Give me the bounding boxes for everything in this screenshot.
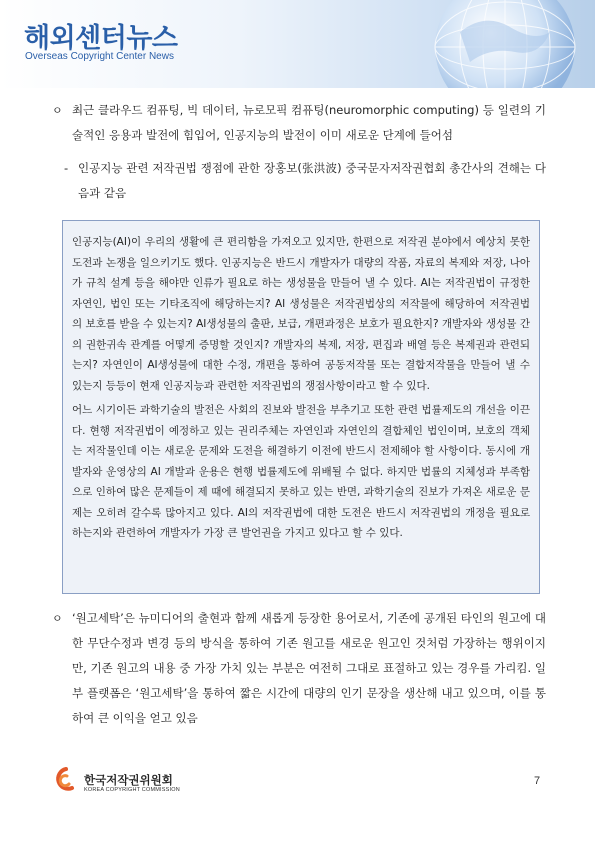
quote-paragraph: 인공지능(AI)이 우리의 생활에 큰 편리함을 가져오고 있지만, 한편으로 저작권 분야에서 예상치 못한 도전과 논쟁을 일으키기도 했다. 인공지능은 반드시 개발자가 대량의 작품, 자료의 복제와 저장, 나아가 규칙 설계 등을 해야만 인류가 필요로 하는 생성물을 만들어 낼 수 있다. AI는 저작권법이 규정한 자연인, 법인 또는 기타조직에 해당하는지? AI 생성물은 저작권법상의 저작물에 해당하여 저작권법의 보호를 받을 수 있는지? AI생성물의 출판, 보급, 개편과정은 보호가 필요한지? 개발자와 생성물 간의 권한귀속 관계를 어떻게 증명할 것인지? 개발자의 복제, 저장, 편집과 배열 등은 복제권과 관련되는지? 자연인이 AI생성물에 대한 수정, 개편을 통하여 공동저작물 또는 결합저작물을 만들어 낼 수 있는지 등등이 현재 인공지능과 관련한 저작권법의 쟁점사항이라고 할 수 있다.: [72, 236, 530, 392]
dash-marker: -: [64, 161, 69, 175]
sub-item: [64, 156, 546, 206]
bullet-text: 최근 클라우드 컴퓨팅, 빅 데이터, 뉴로모픽 컴퓨팅(neuromorphic computing) 등 일련의 기술적인 응용과 발전에 힘입어, 인공지능의 발전이 이미 새로운 단계에 들어섬: [72, 103, 546, 142]
header-title: 해외센터뉴스: [24, 23, 178, 54]
header-subtitle: Overseas Copyright Center News: [25, 51, 174, 62]
quote-box: [62, 220, 540, 594]
commission-logo-icon: [52, 766, 76, 796]
sub-item-text: 인공지능 관련 저작권법 쟁점에 관한 장홍보(张洪波) 중국문자저작권협회 총간사의 견해는 다음과 같음: [78, 161, 546, 200]
bullet-marker: ㅇ: [52, 612, 63, 625]
organization-name: 한국저작권위원회: [84, 773, 173, 787]
quote-paragraph: 어느 시기이든 과학기술의 발전은 사회의 진보와 발전을 부추기고 또한 관련 법률제도의 개선을 이끈다. 현행 저작권법이 예정하고 있는 권리주체는 자연인과 자연인의 결합체인 법인이며, 보호의 객체는 저작물인데 이는 새로운 문제와 도전을 해결하기 이전에 반드시 전제해야 할 사항이다. 동시에 개발자와 운영상의 AI 개발과 운용은 현행 법률제도에 위배될 수 없다. 하지만 법률의 지체성과 부족함으로 인하여 많은 문제들이 제 때에 해결되지 못하고 있는 반면, 과학기술의 진보가 가져온 새로운 문제는 오히려 갈수록 많아지고 있다. AI의 저작권법에 대한 도전은 반드시 저작권법의 개정을 필요로 하는지와 관련하여 개발자가 가장 큰 발언권을 가지고 있다고 할 수 있다.: [72, 404, 530, 539]
bullet-marker: ㅇ: [52, 104, 63, 117]
bullet-item: [52, 98, 546, 148]
globe-graphic: [430, 0, 580, 88]
page-header: [0, 0, 595, 88]
organization-name-en: KOREA COPYRIGHT COMMISSION: [84, 787, 180, 793]
page-number: 7: [534, 775, 541, 787]
bullet-text: ‘원고세탁’은 뉴미디어의 출현과 함께 새롭게 등장한 용어로서, 기존에 공개된 타인의 원고에 대한 무단수정과 변경 등의 방식을 통하여 기존 원고를 새로운 원고인 것처럼 가장하는 행위이지만, 기존 원고의 내용 중 가장 가치 있는 부분은 여전히 그대로 표절하고 있는 경우를 가리킴. 일부 플랫폼은 ‘원고세탁’을 통하여 짧은 시간에 대량의 인기 문장을 생산해 내고 있으며, 이를 통하여 큰 이익을 얻고 있음: [72, 611, 546, 725]
bullet-item: [52, 606, 546, 731]
